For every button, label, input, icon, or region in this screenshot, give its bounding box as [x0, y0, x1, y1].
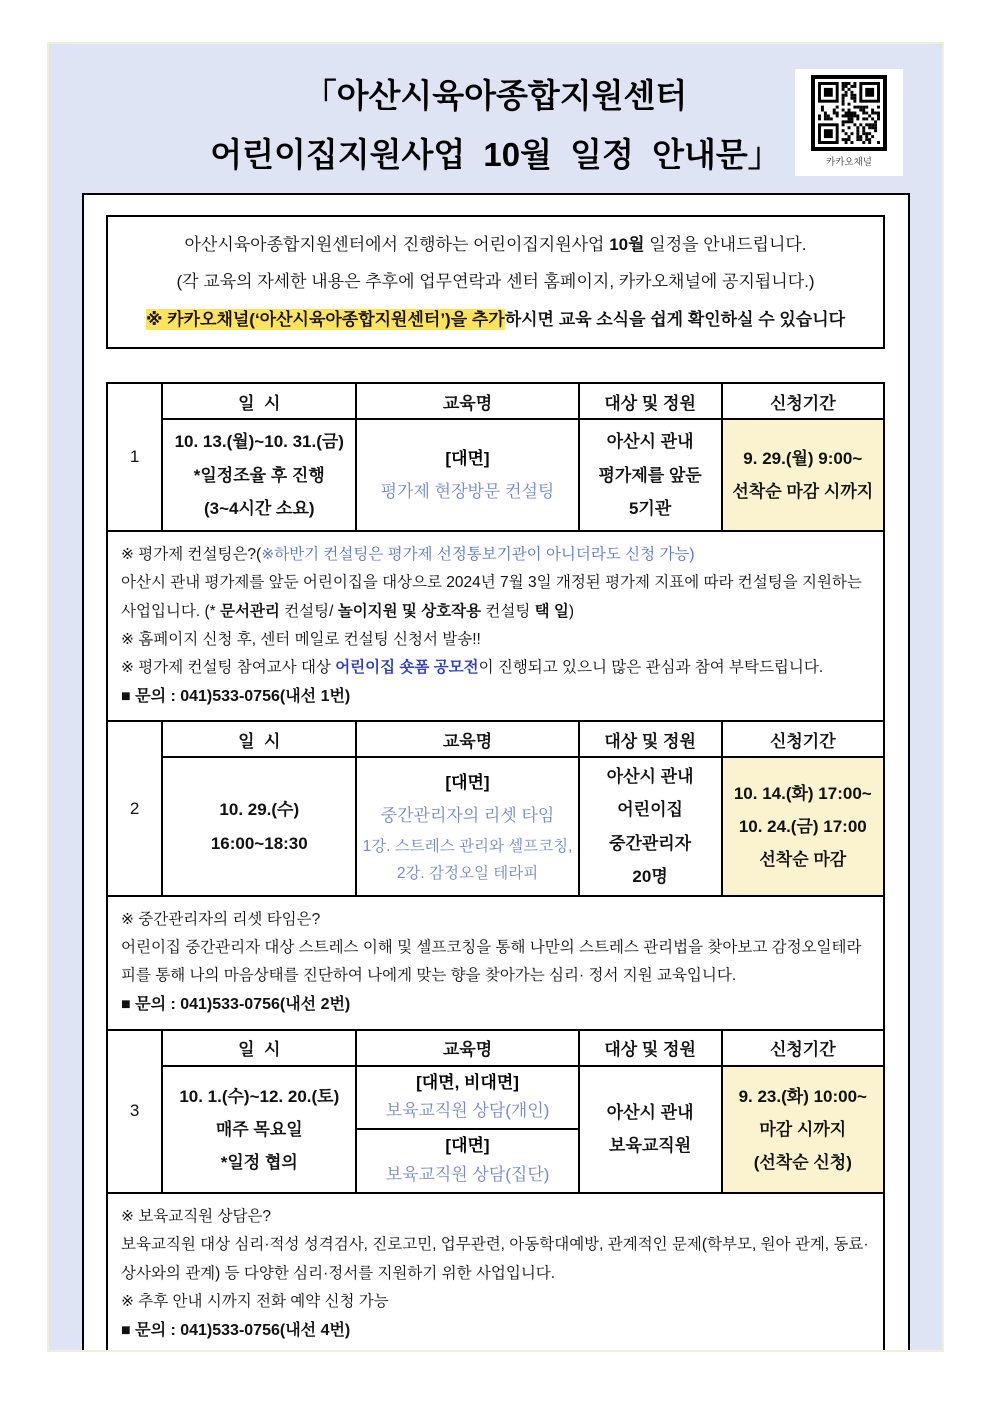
cell-line: 보육교직원: [609, 1136, 692, 1156]
cell-line: 아산시 관내: [606, 1103, 694, 1123]
course-cell-group: [356, 1129, 578, 1193]
contact-line: ■ 문의 : 041)533-0756(내선 4번): [121, 1321, 351, 1339]
col-header-period: 신청기간: [722, 1030, 884, 1066]
intro-box: [106, 215, 885, 349]
schedule-table-2: [106, 720, 885, 897]
intro-line-2: (각 교육의 자세한 내용은 추후에 업무연락과 센터 홈페이지, 카카오채널에 공지됩니다.): [176, 272, 815, 292]
note-line: [121, 569, 870, 625]
cell-line: 10. 13.(월)~10. 31.(금): [174, 432, 344, 452]
title-line-2: 어린이집지원사업 10월 일정 안내문」: [210, 136, 781, 174]
qr-caption: 카카오채널: [826, 157, 872, 168]
cell-line: 마감 시까지: [759, 1119, 847, 1139]
contest-link-text: 어린이집 숏폼 공모전: [335, 658, 479, 676]
period-cell: [722, 419, 884, 531]
col-header-datetime: 일 시: [162, 1030, 356, 1066]
note-line: ※ 홈페이지 신청 후, 센터 메일로 컨설팅 신청서 발송!!: [121, 630, 481, 648]
cell-line: 9. 29.(월) 9:00~: [743, 449, 863, 469]
cell-line: 10. 1.(수)~12. 20.(토): [179, 1086, 340, 1106]
notes-section-3: [106, 1192, 885, 1352]
document-header: [49, 44, 942, 193]
target-cell: [579, 419, 722, 531]
cell-line: 9. 23.(화) 10:00~: [738, 1086, 867, 1106]
col-header-datetime: 일 시: [162, 721, 356, 757]
row-number: 2: [107, 721, 162, 896]
course-format-tag: [대면]: [445, 449, 490, 469]
course-name: 보육교직원 상담(개인): [385, 1101, 550, 1121]
text-segment-bold: 10월: [609, 235, 645, 254]
cell-line: 10. 24.(금) 17:00: [738, 817, 867, 836]
target-cell: [579, 757, 722, 896]
course-name: 중간관리자의 리셋 타임: [380, 806, 555, 826]
col-header-target: 대상 및 정원: [579, 383, 722, 419]
target-cell: [579, 1066, 722, 1194]
note-line: [121, 541, 870, 569]
col-header-course: 교육명: [356, 383, 578, 419]
course-cell: [356, 419, 578, 531]
text-segment: ※ 평가제 컨설팅은?(: [121, 546, 262, 564]
cell-line: *일정조율 후 진행: [193, 465, 325, 485]
cell-line: 20명: [632, 866, 668, 886]
period-cell: [722, 1066, 884, 1194]
cell-line: 10. 14.(화) 17:00~: [733, 783, 872, 803]
course-subline: 2강. 감정오일 테라피: [396, 864, 539, 882]
course-subline: 1강. 스트레스 관리와 셀프코칭,: [362, 837, 573, 855]
contact-line: ■ 문의 : 041)533-0756(내선 2번): [121, 996, 351, 1014]
datetime-cell: [162, 419, 356, 531]
text-segment: 아산시육아종합지원센터에서 진행하는 어린이집지원사업: [184, 235, 610, 254]
cell-line: 16:00~18:30: [210, 833, 308, 853]
course-cell: [356, 757, 578, 896]
row-number: 3: [107, 1030, 162, 1194]
text-segment: 이 진행되고 있으니 많은 관심과 참여 부탁드립니다.: [478, 658, 824, 676]
text-segment: 하시면 교육 소식을 쉽게 확인하실 수 있습니다: [504, 309, 846, 329]
note-line: 보육교직원 대상 심리·적성 성격검사, 진로고민, 업무관련, 아동학대예방, 관계적인 문제(학부모, 원아 관계, 동료·상사와의 관계) 등 다양한 심리·정서를 지원하기 위한 사업입니다.: [121, 1236, 869, 1282]
text-segment: 아산시 관내 평가제를 앞둔 어린이집을 대상으로 2024년 7월 3일 개정된 평가제 지표에 따라 컨설팅을 지원하는 사업입니다. (*: [121, 574, 862, 620]
cell-line: 평가제를 앞둔: [598, 465, 702, 485]
intro-line-3: [112, 301, 879, 338]
datetime-cell: [162, 757, 356, 896]
text-segment: ): [568, 602, 575, 620]
row-number: 1: [107, 383, 162, 531]
text-segment: 컨설팅: [481, 602, 535, 620]
note-line: ※ 추후 안내 시까지 전화 예약 신청 가능: [121, 1292, 389, 1310]
col-header-period: 신청기간: [722, 721, 884, 757]
cell-line: 매주 목요일: [215, 1119, 303, 1139]
datetime-cell: [162, 1066, 356, 1194]
text-segment-blue: ※하반기 컨설팅은 평가제 선정통보기관이 아니더라도 신청 가능): [261, 546, 695, 564]
cell-line: 아산시 관내: [606, 432, 694, 452]
cell-line: 10. 29.(수): [219, 800, 300, 820]
course-format-tag: [대면]: [445, 773, 490, 793]
note-line: ※ 보육교직원 상담은?: [121, 1208, 272, 1226]
note-line: [121, 654, 870, 682]
cell-line: 아산시 관내: [606, 767, 694, 787]
cell-line: 선착순 마감: [759, 850, 847, 870]
text-segment-bold: 문서관리: [219, 602, 280, 620]
notes-section-2: [106, 895, 885, 1031]
highlighted-text: ※ 카카오채널(‘아산시육아종합지원센터’)을 추가: [145, 309, 505, 329]
cell-line: (3~4시간 소요): [203, 498, 315, 518]
course-format-tag: [대면]: [445, 1136, 490, 1156]
col-header-course: 교육명: [356, 721, 578, 757]
content-box: [82, 193, 910, 1352]
intro-line-1: [112, 226, 879, 263]
cell-line: (선착순 신청): [753, 1152, 852, 1172]
cell-line: 어린이집: [617, 800, 683, 820]
course-cell-individual: [356, 1066, 578, 1130]
qr-code-icon: [811, 75, 887, 151]
col-header-target: 대상 및 정원: [579, 721, 722, 757]
cell-line: *일정 협의: [220, 1152, 298, 1172]
cell-line: 중간관리자: [609, 833, 692, 853]
text-segment-bold: 택 일: [534, 602, 569, 620]
course-name: 평가제 현장방문 컨설팅: [380, 482, 555, 502]
title-line-1: 「아산시육아종합지원센터: [303, 77, 688, 114]
text-segment: 일정을 안내드립니다.: [644, 235, 807, 254]
course-format-tag: [대면, 비대면]: [416, 1072, 519, 1092]
schedule-table-1: [106, 382, 885, 532]
text-segment-bold: 놀이지원 및 상호작용: [337, 602, 482, 620]
cell-line: 선착순 마감 시까지: [732, 482, 874, 502]
document-panel: [47, 42, 944, 1352]
cell-line: 5기관: [628, 498, 672, 518]
contact-line: ■ 문의 : 041)533-0756(내선 1번): [121, 688, 351, 706]
text-segment: 컨설팅/: [279, 602, 338, 620]
notes-section-1: [106, 530, 885, 722]
col-header-period: 신청기간: [722, 383, 884, 419]
col-header-target: 대상 및 정원: [579, 1030, 722, 1066]
period-cell: [722, 757, 884, 896]
note-line: ※ 중간관리자의 리셋 타임은?: [121, 910, 321, 928]
course-name: 보육교직원 상담(집단): [385, 1165, 550, 1185]
kakao-channel-qr-box: [795, 69, 903, 176]
schedule-table-3: [106, 1029, 885, 1195]
text-segment: ※ 평가제 컨설팅 참여교사 대상: [121, 658, 336, 676]
note-line: 어린이집 중간관리자 대상 스트레스 이해 및 셀프코칭을 통해 나만의 스트레스 관리법을 찾아보고 감정오일테라피를 통해 나의 마음상태를 진단하여 나에게 맞는 향을 찾아가는 심리· 정서 지원 교육입니다.: [121, 939, 862, 985]
col-header-datetime: 일 시: [162, 383, 356, 419]
col-header-course: 교육명: [356, 1030, 578, 1066]
